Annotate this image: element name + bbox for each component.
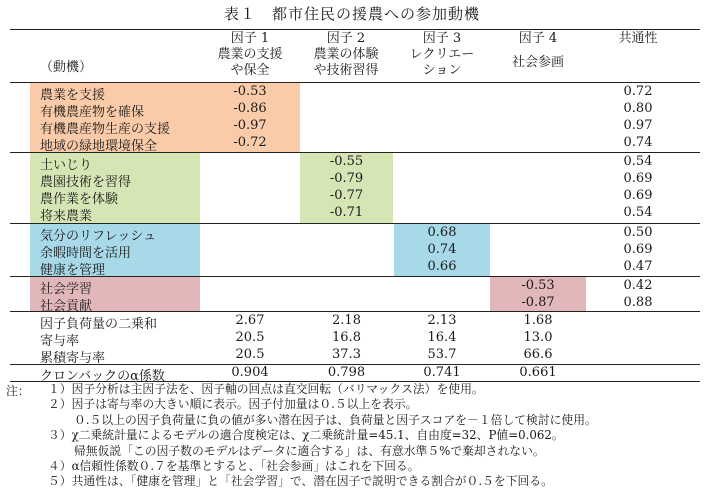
summary-label: 因子負荷量の二乗和 — [40, 317, 158, 332]
note-1: １）因子分析は主因子法を、因子軸の回点は直交回転（バリマックス法）を使用。 — [48, 382, 484, 396]
note-2: ２）因子は寄与率の大きい順に表示。因子付加量は０.５以上を表示。 — [48, 397, 418, 412]
loading-f1: -0.53 — [233, 84, 267, 99]
summary-value: 20.5 — [235, 347, 265, 362]
row-label: 余暇時間を活用 — [40, 246, 132, 261]
loading-f2: -0.55 — [329, 154, 364, 169]
communality-value: 0.80 — [623, 101, 653, 116]
summary-value: 13.0 — [523, 330, 553, 345]
factor3-desc-line2: ション — [422, 63, 462, 78]
communality-value: 0.97 — [623, 118, 653, 133]
summary-value: 1.68 — [523, 313, 553, 328]
factor4-header — [490, 31, 586, 71]
row-label: 農作業を体験 — [40, 192, 119, 207]
alpha-value: 0.904 — [231, 365, 269, 380]
notes-block — [48, 382, 597, 490]
row-label: 有機農産物を確保 — [40, 105, 145, 120]
factor2-header — [296, 31, 396, 79]
table-title: 表１ 都市住民の援農への参加動機 — [223, 5, 480, 23]
row-label: 農園技術を習得 — [40, 175, 132, 190]
note-3-cont: 帰無仮説「この因子数のモデルはデータに適合する」は、有意水準５%で棄却されない。 — [74, 443, 545, 458]
row-label: 有機農産物生産の支援 — [40, 122, 171, 137]
factor1-name: 因子 1 — [230, 31, 270, 46]
alpha-value: 0.661 — [519, 365, 557, 380]
notes-prefix: 注： — [6, 384, 30, 398]
summary-value: 2.67 — [235, 313, 265, 328]
row-label: 社会貢献 — [40, 299, 93, 314]
row-label: 気分のリフレッシュ — [40, 229, 157, 244]
factor2-desc-line1: 農業の体験 — [313, 47, 379, 62]
communality-value: 0.50 — [623, 225, 653, 240]
loading-f3: 0.68 — [427, 225, 457, 240]
factor3-header — [394, 31, 490, 79]
row-label: 農業を支援 — [40, 88, 106, 103]
row-label: 将来農業 — [40, 209, 93, 224]
loading-f4: -0.87 — [521, 295, 555, 310]
note-4: ４）α信頼性係数０.７を基準とすると、「社会参画」はこれを下回る。 — [48, 459, 420, 474]
factor1-desc-line2: や保全 — [230, 63, 270, 78]
communality-value: 0.42 — [623, 278, 653, 293]
factor4-name: 因子 4 — [518, 31, 558, 46]
loading-f1: -0.97 — [233, 118, 267, 133]
alpha-value: 0.798 — [327, 365, 366, 380]
factor4-desc: 社会参画 — [511, 55, 564, 70]
summary-value: 53.7 — [427, 347, 457, 362]
loading-f2: -0.77 — [329, 188, 364, 203]
note-3: ３）χ二乗統計量によるモデルの適合度検定は、χ二乗統計量=45.1、自由度=32、P値=0.062。 — [48, 428, 564, 443]
loading-f2: -0.71 — [329, 205, 364, 220]
factor1-header — [200, 31, 300, 79]
communality-value: 0.88 — [623, 295, 653, 310]
factor2-desc-line2: や技術習得 — [313, 63, 379, 78]
communality-value: 0.69 — [623, 188, 653, 203]
communality-value: 0.69 — [623, 242, 653, 257]
summary-value: 20.5 — [235, 330, 265, 345]
factor3-name: 因子 3 — [422, 31, 462, 46]
summary-value: 37.3 — [332, 347, 361, 362]
summary-value: 66.6 — [523, 347, 553, 362]
summary-value: 16.4 — [427, 330, 457, 345]
communality-header: 共通性 — [618, 31, 658, 46]
loading-f1: -0.86 — [233, 101, 267, 116]
loading-f1: -0.72 — [233, 135, 267, 150]
row-label: 健康を管理 — [40, 263, 106, 278]
table-top-rule — [10, 29, 700, 30]
motive-header: （動機） — [40, 60, 93, 75]
loading-f2: -0.79 — [329, 171, 364, 186]
summary-value: 2.18 — [332, 313, 361, 328]
communality-value: 0.54 — [623, 205, 653, 220]
group4-rule — [10, 311, 700, 312]
communality-value: 0.54 — [623, 154, 653, 169]
summary-label: 累積寄与率 — [40, 351, 106, 366]
communality-value: 0.69 — [623, 171, 653, 186]
communality-value: 0.72 — [623, 84, 653, 99]
factor1-desc-line1: 農業の支援 — [217, 47, 283, 62]
loading-f4: -0.53 — [521, 278, 555, 293]
loading-f3: 0.66 — [427, 259, 457, 274]
alpha-label: クロンバックのα係数 — [40, 369, 165, 384]
summary-label: 寄与率 — [40, 334, 80, 349]
communality-value: 0.74 — [623, 135, 653, 150]
loading-f3: 0.74 — [427, 242, 457, 257]
summary-value: 16.8 — [332, 330, 361, 345]
alpha-value: 0.741 — [423, 365, 461, 380]
communality-value: 0.47 — [623, 259, 653, 274]
row-label: 土いじり — [40, 158, 93, 173]
note-5: ５）共通性は、「健康を管理」と「社会学習」で、潜在因子で説明できる割合が０.５を下回る。 — [48, 474, 553, 489]
note-2-cont: ０.５以上の因子負荷量に負の値が多い潜在因子は、負荷量と因子スコアを－１倍して検討に使用。 — [74, 412, 597, 427]
factor2-name: 因子 2 — [326, 31, 366, 46]
summary-value: 2.13 — [427, 313, 457, 328]
row-label: 地域の緑地環境保全 — [40, 139, 158, 154]
factor3-desc-line1: レクリエー — [409, 47, 475, 62]
row-label: 社会学習 — [40, 282, 93, 297]
